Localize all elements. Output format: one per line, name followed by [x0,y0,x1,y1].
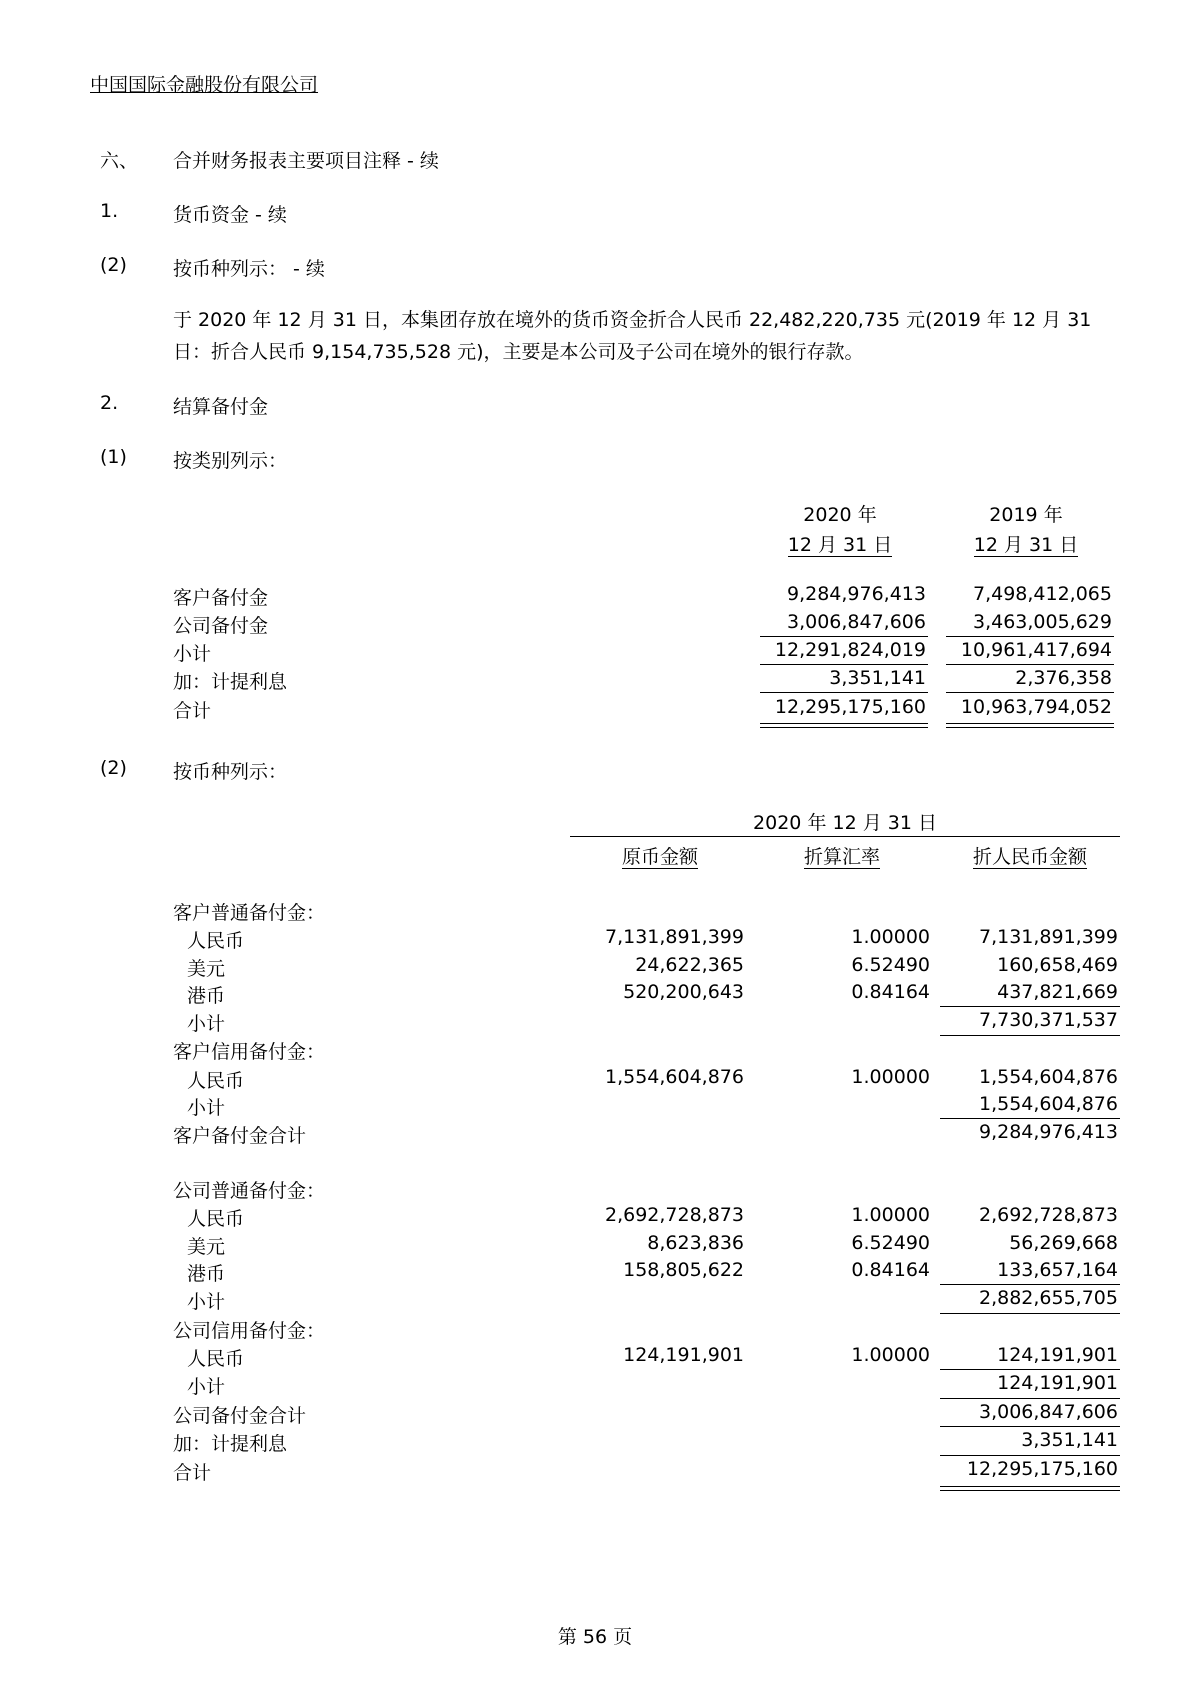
table2-row-label: 公司信用备付金： [173,1320,326,1342]
table2-header-rule [570,836,1120,837]
table2-row-original: 158,805,622 [623,1259,744,1281]
table1-col2-date: 12 月 31 日 [973,534,1079,556]
table2-rule [940,1426,1120,1427]
table1-rule [760,636,928,637]
table1-row-2019: 10,963,794,052 [960,696,1112,718]
table2-row-original: 8,623,836 [647,1232,744,1254]
table2-row-rate: 6.52490 [851,1232,930,1254]
table2-row-rmb: 2,882,655,705 [978,1287,1118,1309]
table1-rule [760,692,928,693]
company-name: 中国国际金融股份有限公司 [90,74,319,96]
table2-row-rmb: 9,284,976,413 [978,1121,1118,1143]
table2-row-rmb: 124,191,901 [997,1344,1118,1366]
table1-row-2020: 9,284,976,413 [786,583,926,605]
table2-row-rate: 1.00000 [851,1204,930,1226]
table2-row-label: 人民币 [187,1070,245,1092]
table1-rule [760,664,928,665]
table1-row-label: 客户备付金 [173,587,269,609]
table2-row-rmb: 3,006,847,606 [978,1401,1118,1423]
table2-row-rate: 1.00000 [851,1344,930,1366]
table2-row-rmb: 1,554,604,876 [978,1066,1118,1088]
item1-title: 货币资金 - 续 [173,204,287,226]
table2-col-original: 原币金额 [621,846,698,868]
item1-number: 1. [100,200,119,222]
table2-row-label: 公司备付金合计 [173,1405,307,1427]
table2-row-label: 港币 [187,985,226,1007]
table2-row-label: 人民币 [187,1348,245,1370]
table1-rule [946,664,1114,665]
table2-row-label: 小计 [187,1013,226,1035]
page-number: 第 56 页 [557,1626,633,1648]
table2-row-rmb: 12,295,175,160 [966,1458,1118,1480]
table2-row-rmb: 133,657,164 [997,1259,1118,1281]
table2-row-label: 客户普通备付金： [173,902,326,924]
item1-2-title: 按币种列示： - 续 [173,258,325,280]
table2-row-label: 美元 [187,958,226,980]
section-title: 合并财务报表主要项目注释 - 续 [173,150,439,172]
table2-row-original: 1,554,604,876 [604,1066,744,1088]
item2-1-number: (1) [100,446,127,468]
table2-row-rate: 1.00000 [851,1066,930,1088]
table2-row-rate: 1.00000 [851,926,930,948]
table1-col1-year: 2020 年 [803,504,877,526]
table1-row-label: 公司备付金 [173,615,269,637]
item2-title: 结算备付金 [173,396,269,418]
table2-rule [940,1398,1120,1399]
table1-row-2020: 12,291,824,019 [774,639,926,661]
table2-row-rate: 0.84164 [851,981,930,1003]
table1-double-rule [760,723,928,728]
table1-row-2019: 3,463,005,629 [972,611,1112,633]
table2-row-rmb: 2,692,728,873 [978,1204,1118,1226]
table1-row-label: 小计 [173,643,212,665]
table2-row-original: 520,200,643 [623,981,744,1003]
table2-date-header: 2020 年 12 月 31 日 [753,812,937,834]
table2-row-label: 合计 [173,1462,212,1484]
table2-row-label: 公司普通备付金： [173,1180,326,1202]
table1-row-label: 加：计提利息 [173,671,288,693]
table1-row-2020: 12,295,175,160 [774,696,926,718]
table2-row-label: 人民币 [187,1208,245,1230]
table2-rule [940,1284,1120,1285]
item1-2-number: (2) [100,254,127,276]
table2-row-rmb: 3,351,141 [1021,1429,1118,1451]
table2-row-rate: 0.84164 [851,1259,930,1281]
table1-row-2019: 10,961,417,694 [960,639,1112,661]
paragraph: 于 2020 年 12 月 31 日，本集团存放在境外的货币资金折合人民币 22,482,220,735 元(2019 年 12 月 31 日：折合人民币 9,154,735,528 元)，主要是本公司及子公司在境外的银行存款。 [173,309,1092,363]
table2-row-rmb: 124,191,901 [997,1372,1118,1394]
table2-row-original: 124,191,901 [623,1344,744,1366]
table2-row-original: 7,131,891,399 [604,926,744,948]
table2-rule [940,1118,1120,1119]
table2-double-rule [940,1486,1120,1491]
table1-double-rule [946,723,1114,728]
table2-row-rmb: 7,131,891,399 [978,926,1118,948]
table2-row-rate: 6.52490 [851,954,930,976]
table1-col1-date: 12 月 31 日 [787,534,893,556]
table2-row-label: 小计 [187,1097,226,1119]
table1-row-2019: 7,498,412,065 [972,583,1112,605]
table2-row-rmb: 56,269,668 [1009,1232,1118,1254]
table2-row-label: 客户备付金合计 [173,1125,307,1147]
item2-2-number: (2) [100,757,127,779]
item2-number: 2. [100,392,119,414]
item2-1-title: 按类别列示： [173,450,288,472]
table2-col-rate: 折算汇率 [803,846,880,868]
table2-rule [940,1313,1120,1314]
table1-col2-year: 2019 年 [989,504,1063,526]
item2-2-title: 按币种列示： [173,761,288,783]
table2-row-label: 客户信用备付金： [173,1041,326,1063]
table2-row-label: 人民币 [187,930,245,952]
table2-rule [940,1455,1120,1456]
table1-row-2019: 2,376,358 [1015,667,1112,689]
table2-col-rmb: 折人民币金额 [972,846,1087,868]
table1-rule [946,636,1114,637]
table2-row-label: 小计 [187,1291,226,1313]
table1-row-label: 合计 [173,700,212,722]
table2-row-rmb: 437,821,669 [997,981,1118,1003]
table2-row-label: 美元 [187,1236,226,1258]
section-number: 六、 [100,150,139,172]
table2-rule [940,1006,1120,1007]
table2-row-original: 2,692,728,873 [604,1204,744,1226]
table2-row-rmb: 1,554,604,876 [978,1093,1118,1115]
table2-row-label: 港币 [187,1263,226,1285]
table2-rule [940,1369,1120,1370]
table2-rule [940,1035,1120,1036]
table2-row-rmb: 7,730,371,537 [978,1009,1118,1031]
table2-row-rmb: 160,658,469 [997,954,1118,976]
table1-rule [946,692,1114,693]
table1-row-2020: 3,351,141 [829,667,926,689]
table2-row-label: 加：计提利息 [173,1433,288,1455]
table1-row-2020: 3,006,847,606 [786,611,926,633]
table2-row-label: 小计 [187,1376,226,1398]
table2-row-original: 24,622,365 [635,954,744,976]
